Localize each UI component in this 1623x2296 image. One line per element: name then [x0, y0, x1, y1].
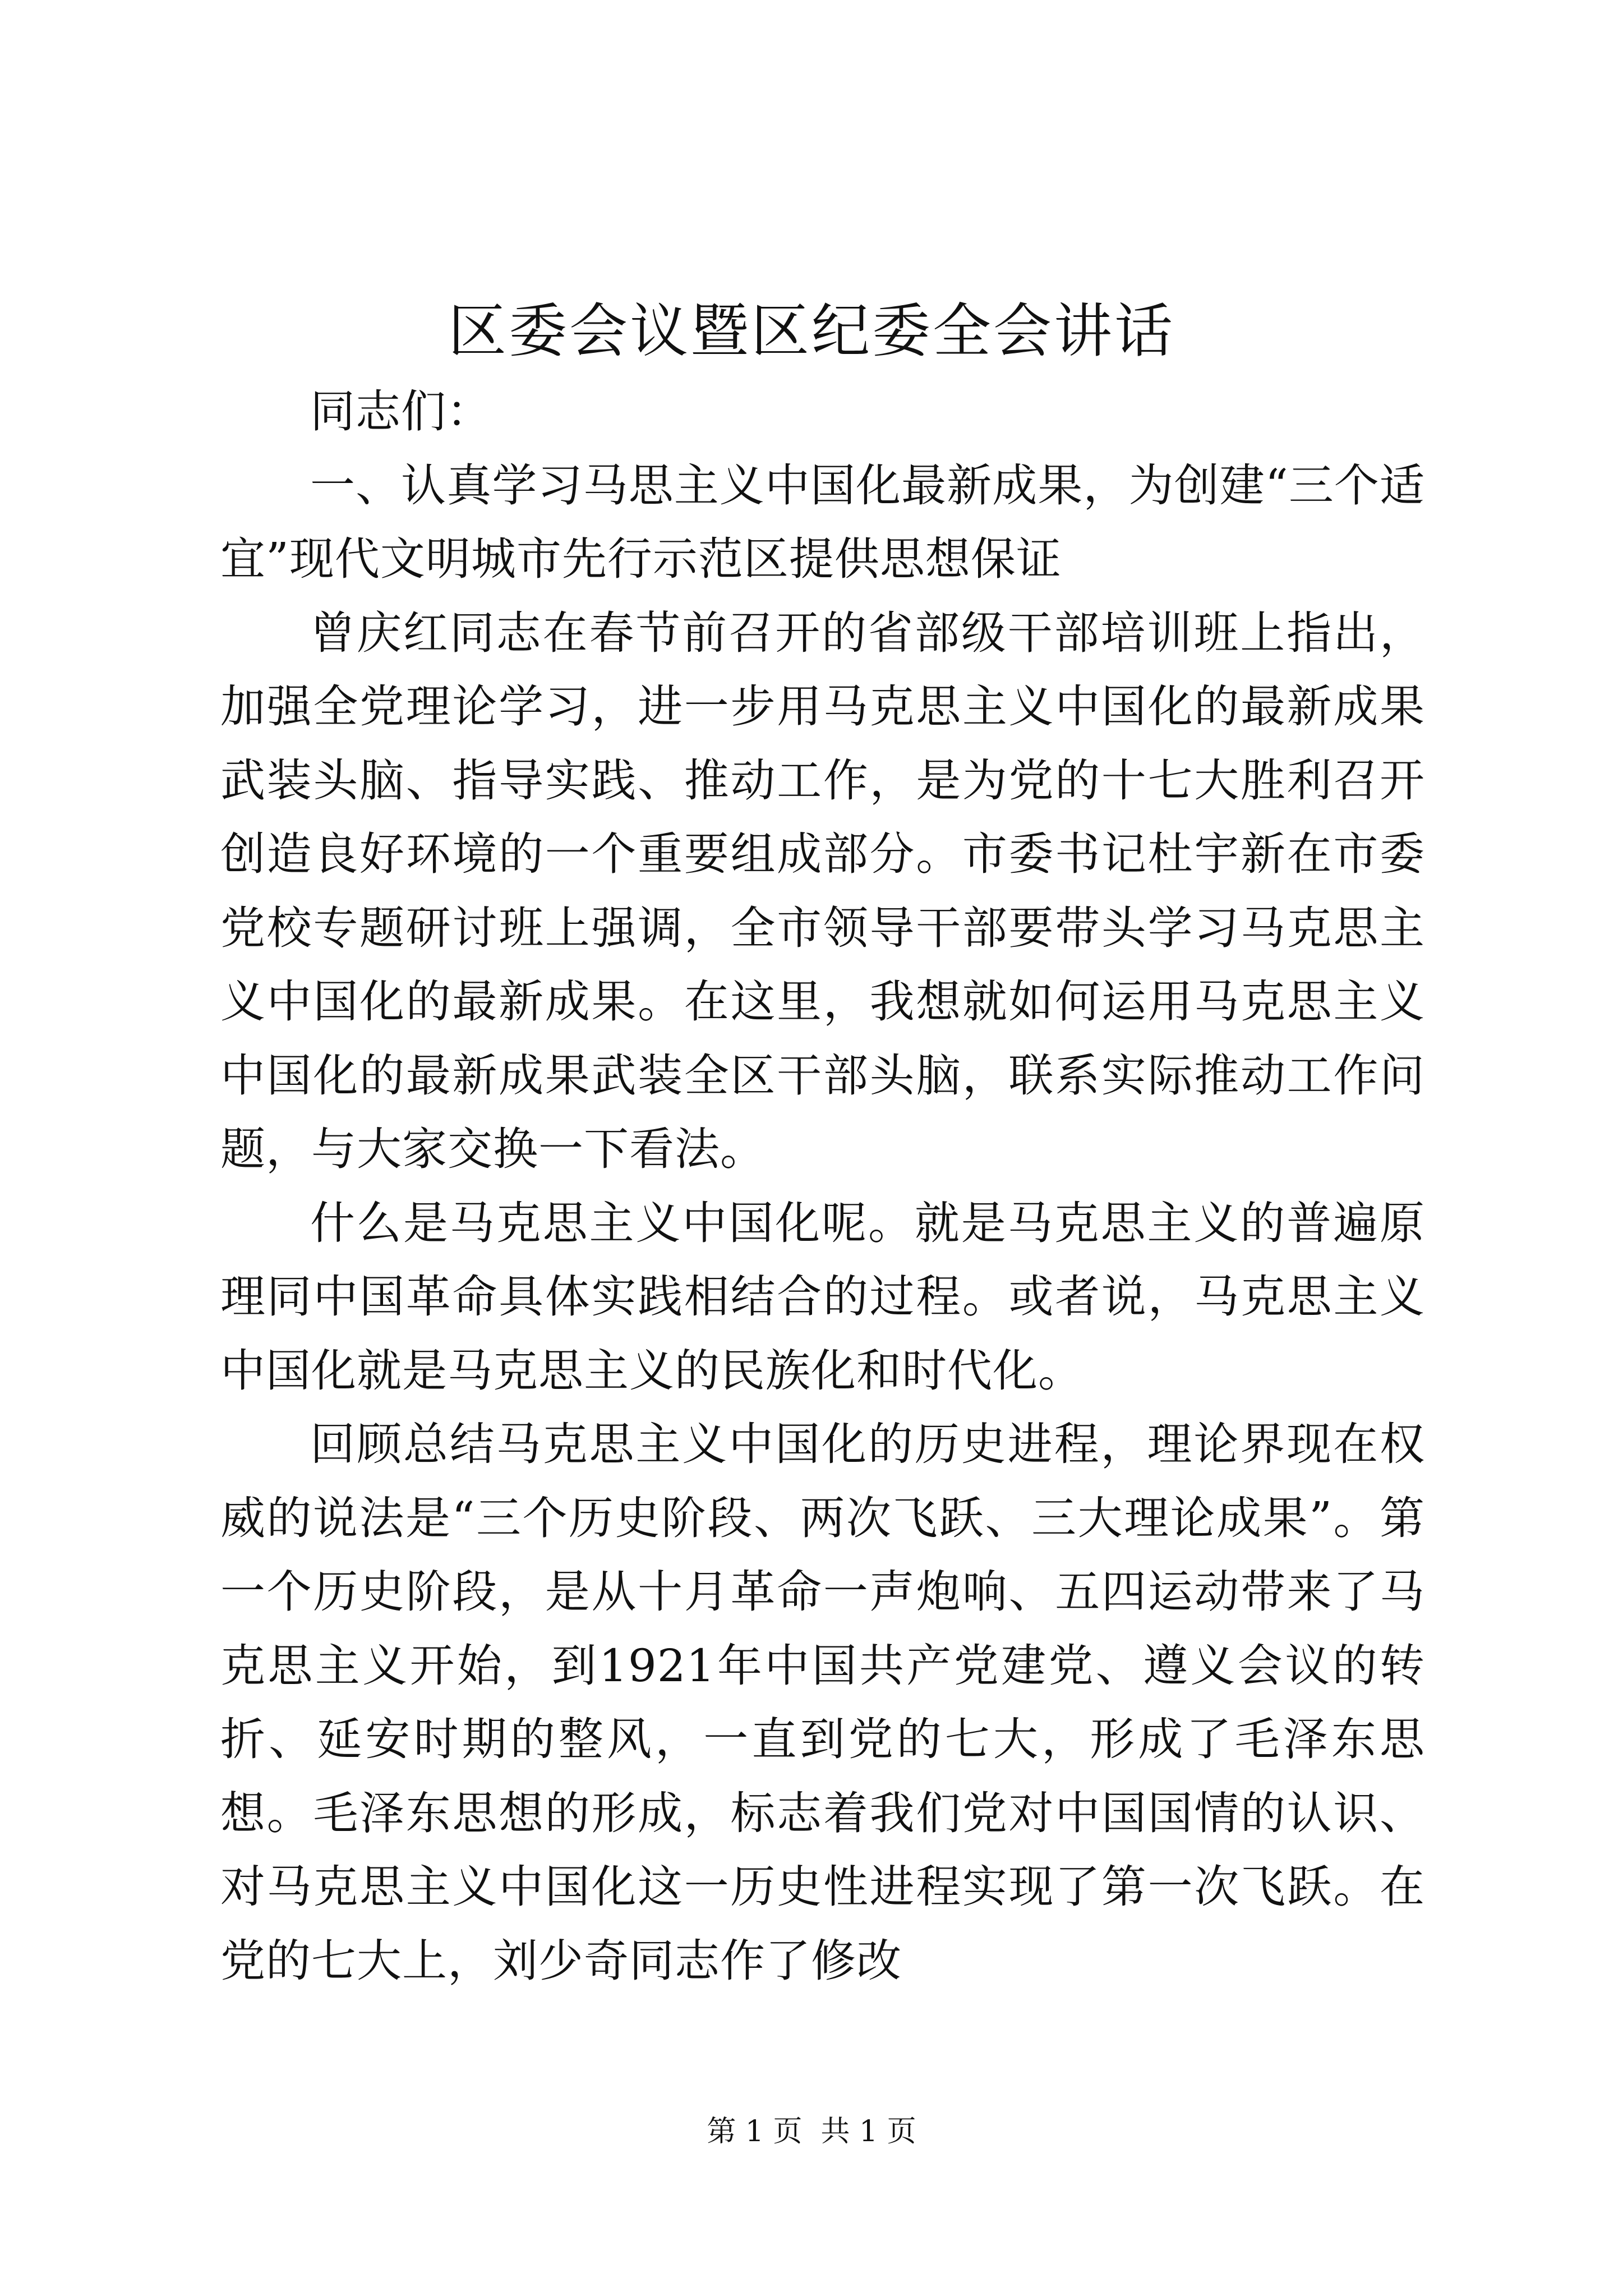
document-body	[220, 375, 1425, 1998]
salutation: 同志们：	[310, 385, 492, 438]
page-footer	[0, 2112, 1623, 2151]
page-number: 第 1 页 共 1 页	[707, 2115, 916, 2148]
paragraph: 曾庆红同志在春节前召开的省部级干部培训班上指出，加强全党理论学习，进一步用马克思主义中国化的最新成果武装头脑、指导实践、推动工作，是为党的十七大胜利召开创造良好环境的一个重要组成部分。市委书记杜宇新在市委党校专题研讨班上强调，全市领导干部要带头学习马克思主义中国化的最新成果。在这里，我想就如何运用马克思主义中国化的最新成果武装全区干部头脑，联系实际推动工作问题，与大家交换一下看法。	[220, 606, 1425, 1175]
paragraph: 什么是马克思主义中国化呢。就是马克思主义的普遍原理同中国革命具体实践相结合的过程。或者说，马克思主义中国化就是马克思主义的民族化和时代化。	[220, 1197, 1425, 1397]
paragraph: 回顾总结马克思主义中国化的历史进程，理论界现在权威的说法是“三个历史阶段、两次飞跃、三大理论成果”。第一个历史阶段，是从十月革命一声炮响、五四运动带来了马克思主义开始，到1921年中国共产党建党、遵义会议的转折、延安时期的整风，一直到党的七大，形成了毛泽东思想。毛泽东思想的形成，标志着我们党对中国国情的认识、对马克思主义中国化这一历史性进程实现了第一次飞跃。在党的七大上，刘少奇同志作了修改	[220, 1418, 1425, 1987]
section-heading: 一、认真学习马思主义中国化最新成果，为创建“三个适宜”现代文明城市先行示范区提供思想保证	[220, 459, 1425, 585]
document-title: 区委会议暨区纪委全会讲话	[448, 297, 1175, 365]
